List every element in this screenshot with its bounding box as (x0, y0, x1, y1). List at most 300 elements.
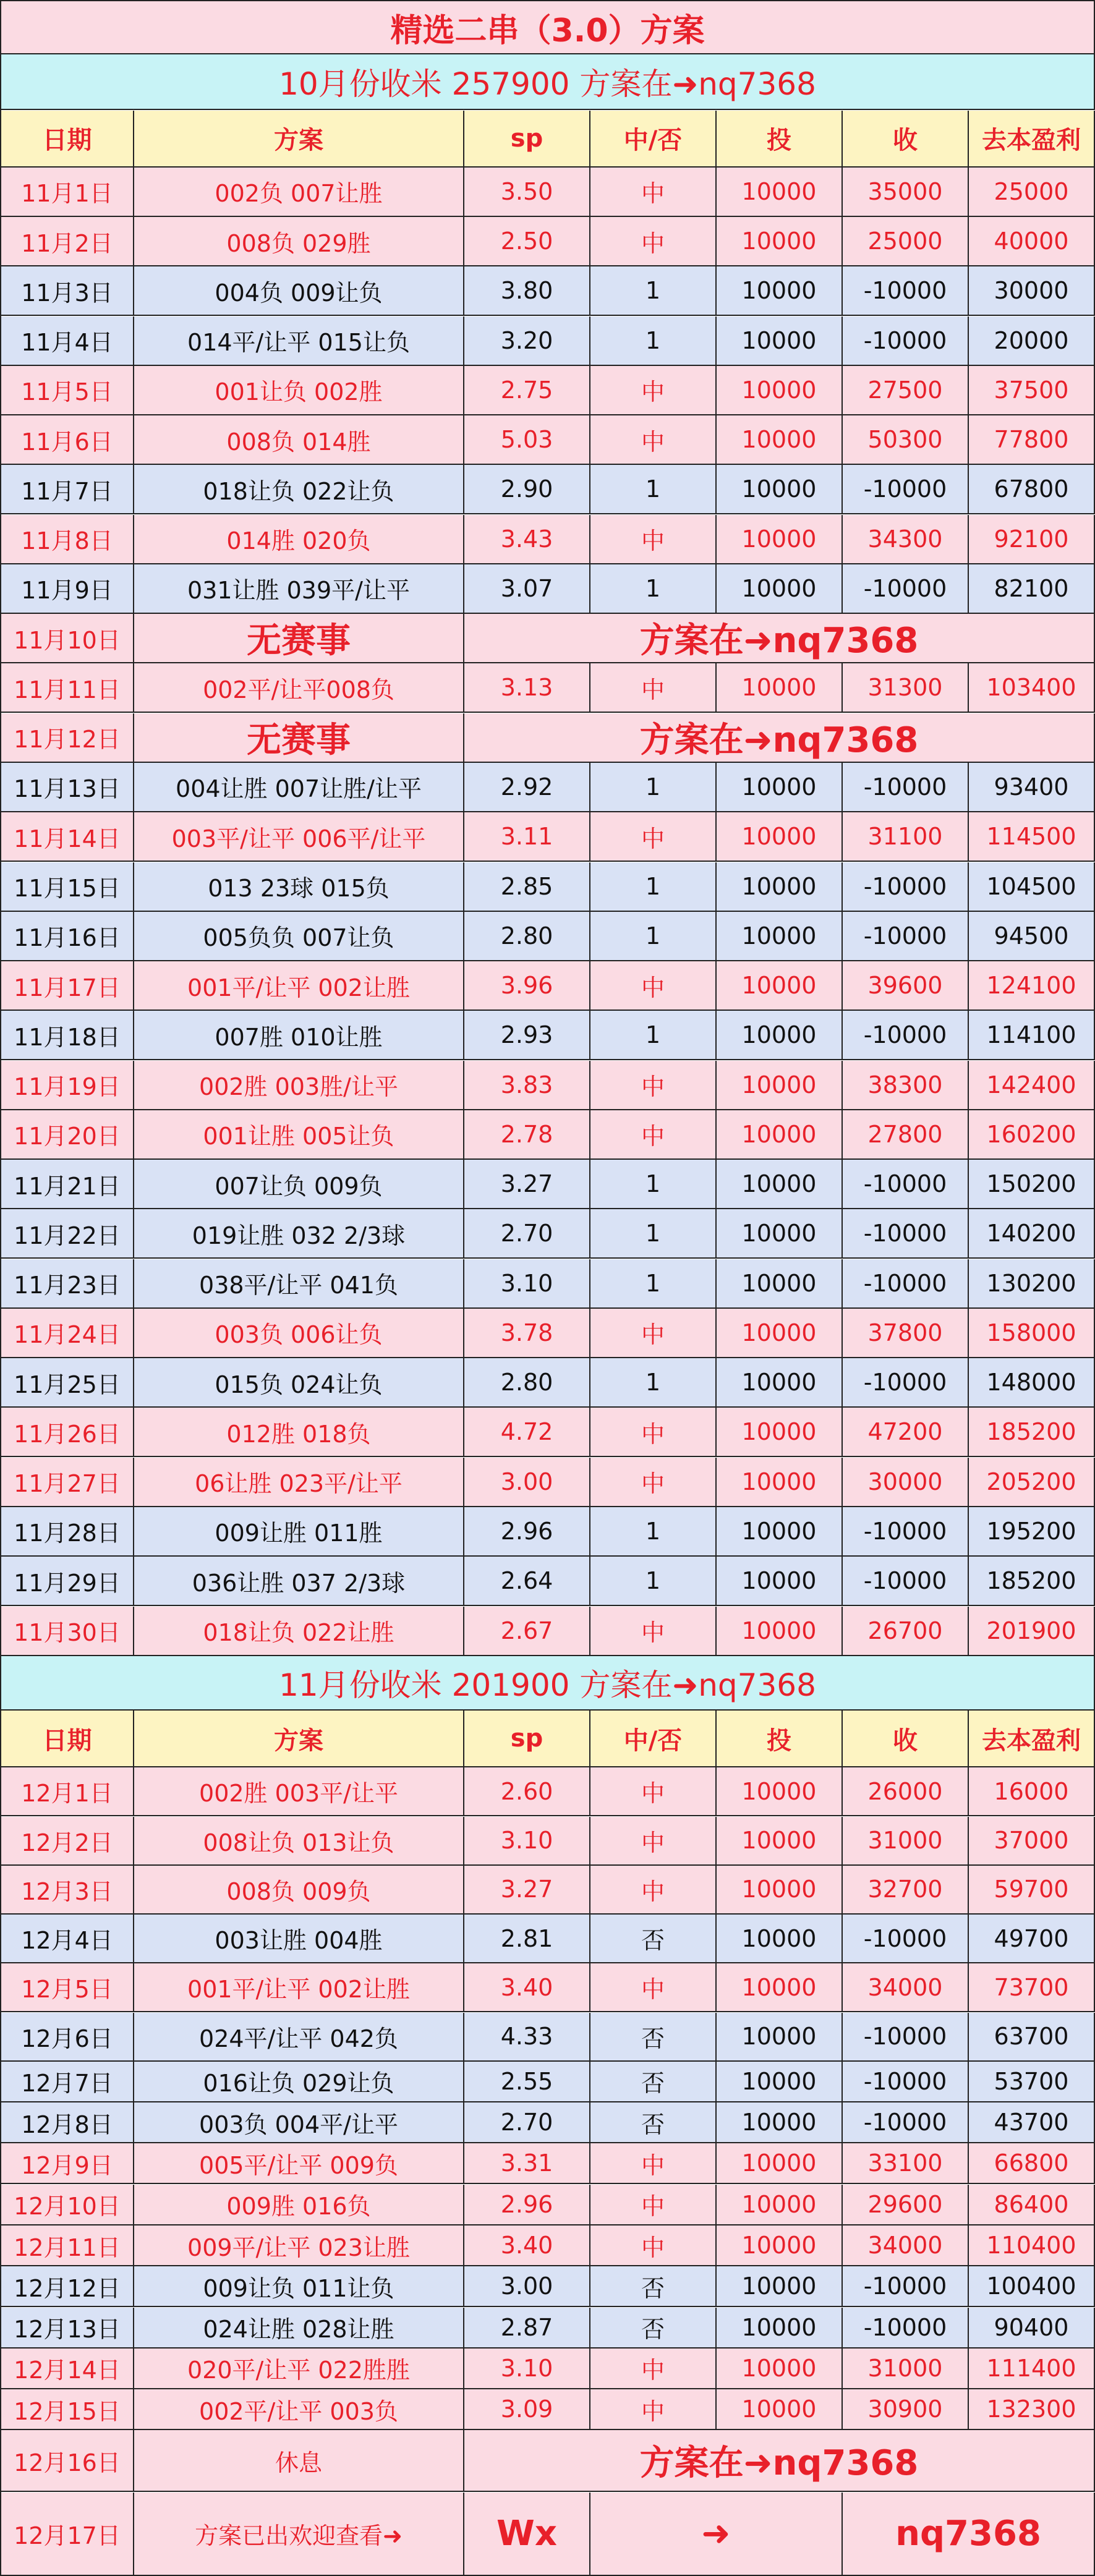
plan-cell: 036让胜 037 2/3球 (134, 1557, 464, 1606)
profit-cell: 103400 (969, 663, 1095, 713)
return-cell: 34000 (843, 2225, 969, 2266)
profit-cell: 158000 (969, 1309, 1095, 1358)
plan-banner: 方案在➜nq7368 (464, 2430, 1095, 2492)
plan-cell: 031让胜 039平/让平 (134, 564, 464, 614)
plan-cell: 007胜 010让胜 (134, 1011, 464, 1060)
return-cell: -10000 (843, 2102, 969, 2143)
bet-cell: 10000 (717, 1408, 843, 1457)
sp-cell: 3.27 (464, 1866, 590, 1915)
plan-cell: 013 23球 015负 (134, 862, 464, 912)
bet-cell: 10000 (717, 1358, 843, 1408)
date-cell: 11月20日 (1, 1110, 134, 1160)
sp-cell: 5.03 (464, 415, 590, 465)
sp-cell: 2.85 (464, 862, 590, 912)
bet-cell: 10000 (717, 2389, 843, 2430)
column-header: 日期 (1, 1711, 134, 1767)
sp-cell: 4.72 (464, 1408, 590, 1457)
sp-cell: 2.90 (464, 465, 590, 514)
date-cell: 11月13日 (1, 763, 134, 812)
plan-cell: 004让胜 007让胜/让平 (134, 763, 464, 812)
profit-cell: 49700 (969, 1915, 1095, 1963)
result-cell: 中 (590, 366, 717, 415)
plan-cell: 002胜 003平/让平 (134, 1767, 464, 1816)
return-cell: 50300 (843, 415, 969, 465)
bet-cell: 10000 (717, 812, 843, 862)
result-cell: 中 (590, 1817, 717, 1866)
return-cell: 38300 (843, 1061, 969, 1110)
profit-cell: 130200 (969, 1259, 1095, 1309)
date-cell: 11月26日 (1, 1408, 134, 1457)
sp-cell: 2.92 (464, 763, 590, 812)
return-cell: 26700 (843, 1607, 969, 1656)
date-cell: 11月25日 (1, 1358, 134, 1408)
result-cell: 1 (590, 1507, 717, 1557)
profit-cell: 150200 (969, 1160, 1095, 1209)
profit-cell: 114100 (969, 1011, 1095, 1060)
plan-cell: 012胜 018负 (134, 1408, 464, 1457)
profit-cell: 114500 (969, 812, 1095, 862)
column-header: 中/否 (590, 111, 717, 168)
profit-cell: 37000 (969, 1817, 1095, 1866)
column-header: 方案 (134, 111, 464, 168)
plan-cell: 018让负 022让胜 (134, 1607, 464, 1656)
plan-banner: 方案在➜nq7368 (464, 614, 1095, 663)
bet-cell: 10000 (717, 2349, 843, 2389)
sp-cell: 2.70 (464, 2102, 590, 2143)
profit-cell: 40000 (969, 217, 1095, 266)
date-cell: 12月5日 (1, 1963, 134, 2012)
return-cell: -10000 (843, 317, 969, 366)
return-cell: -10000 (843, 1011, 969, 1060)
column-header: 投 (717, 1711, 843, 1767)
bet-cell: 10000 (717, 168, 843, 217)
date-cell: 11月5日 (1, 366, 134, 415)
profit-cell: 77800 (969, 415, 1095, 465)
sp-cell: 2.80 (464, 1358, 590, 1408)
plan-cell: 002负 007让胜 (134, 168, 464, 217)
date-cell: 11月28日 (1, 1507, 134, 1557)
bet-cell: 10000 (717, 515, 843, 564)
date-cell: 11月1日 (1, 168, 134, 217)
bet-cell: 10000 (717, 415, 843, 465)
sp-cell: 3.09 (464, 2389, 590, 2430)
result-cell: 中 (590, 1110, 717, 1160)
bet-cell: 10000 (717, 1607, 843, 1656)
profit-cell: 30000 (969, 266, 1095, 316)
footer-text: 方案已出欢迎查看➜ (134, 2493, 464, 2576)
sp-cell: 2.75 (464, 366, 590, 415)
bet-cell: 10000 (717, 366, 843, 415)
bet-cell: 10000 (717, 1557, 843, 1606)
result-cell: 1 (590, 1011, 717, 1060)
sp-cell: 3.96 (464, 961, 590, 1011)
bet-cell: 10000 (717, 317, 843, 366)
plan-cell: 001让负 002胜 (134, 366, 464, 415)
sp-cell: 3.83 (464, 1061, 590, 1110)
plan-cell: 06让胜 023平/让平 (134, 1458, 464, 1507)
sp-cell: 3.50 (464, 168, 590, 217)
profit-cell: 124100 (969, 961, 1095, 1011)
date-cell: 12月12日 (1, 2266, 134, 2307)
date-cell: 12月15日 (1, 2389, 134, 2430)
profit-cell: 37500 (969, 366, 1095, 415)
profit-cell: 201900 (969, 1607, 1095, 1656)
profit-cell: 132300 (969, 2389, 1095, 2430)
profit-cell: 63700 (969, 2013, 1095, 2062)
result-cell: 1 (590, 1209, 717, 1259)
plan-cell: 009胜 016负 (134, 2185, 464, 2225)
bet-cell: 10000 (717, 912, 843, 961)
bet-cell: 10000 (717, 1011, 843, 1060)
return-cell: -10000 (843, 2266, 969, 2307)
result-cell: 否 (590, 2266, 717, 2307)
column-header: 方案 (134, 1711, 464, 1767)
sp-cell: 2.67 (464, 1607, 590, 1656)
plan-cell: 008负 009负 (134, 1866, 464, 1915)
column-header: 中/否 (590, 1711, 717, 1767)
plan-cell: 001平/让平 002让胜 (134, 1963, 464, 2012)
bet-cell: 10000 (717, 961, 843, 1011)
result-cell: 中 (590, 2225, 717, 2266)
date-cell: 11月2日 (1, 217, 134, 266)
date-cell: 12月4日 (1, 1915, 134, 1963)
return-cell: 39600 (843, 961, 969, 1011)
bet-cell: 10000 (717, 1458, 843, 1507)
plan-cell: 002平/让平008负 (134, 663, 464, 713)
profit-cell: 82100 (969, 564, 1095, 614)
bet-cell: 10000 (717, 465, 843, 514)
column-header: 投 (717, 111, 843, 168)
column-header: 去本盈利 (969, 111, 1095, 168)
profit-cell: 93400 (969, 763, 1095, 812)
date-cell: 11月22日 (1, 1209, 134, 1259)
sp-cell: 3.80 (464, 266, 590, 316)
return-cell: 31100 (843, 812, 969, 862)
bet-cell: 10000 (717, 2062, 843, 2102)
result-cell: 中 (590, 515, 717, 564)
sp-cell: 3.13 (464, 663, 590, 713)
bet-cell: 10000 (717, 2266, 843, 2307)
return-cell: 25000 (843, 217, 969, 266)
arrow-icon: ➜ (590, 2493, 843, 2576)
result-cell: 否 (590, 2013, 717, 2062)
footer-date: 12月17日 (1, 2493, 134, 2576)
bet-cell: 10000 (717, 1817, 843, 1866)
date-cell: 12月6日 (1, 2013, 134, 2062)
sp-cell: 2.87 (464, 2308, 590, 2349)
sp-cell: 2.60 (464, 1767, 590, 1816)
sp-cell: 2.81 (464, 1915, 590, 1963)
column-header: 日期 (1, 111, 134, 168)
date-cell: 12月9日 (1, 2143, 134, 2184)
profit-cell: 94500 (969, 912, 1095, 961)
page-title: 精选二串（3.0）方案 (1, 1, 1095, 54)
no-match-note: 无赛事 (134, 713, 464, 763)
sp-cell: 2.96 (464, 2185, 590, 2225)
column-header: 去本盈利 (969, 1711, 1095, 1767)
date-cell: 12月13日 (1, 2308, 134, 2349)
return-cell: -10000 (843, 465, 969, 514)
profit-cell: 160200 (969, 1110, 1095, 1160)
profit-cell: 59700 (969, 1866, 1095, 1915)
column-header: sp (464, 1711, 590, 1767)
return-cell: -10000 (843, 862, 969, 912)
plan-cell: 002平/让平 003负 (134, 2389, 464, 2430)
return-cell: -10000 (843, 1259, 969, 1309)
bet-cell: 10000 (717, 1110, 843, 1160)
plan-cell: 008让负 013让负 (134, 1817, 464, 1866)
date-cell: 11月24日 (1, 1309, 134, 1358)
sp-cell: 3.11 (464, 812, 590, 862)
bet-cell: 10000 (717, 2143, 843, 2184)
date-cell: 12月3日 (1, 1866, 134, 1915)
bet-cell: 10000 (717, 2013, 843, 2062)
return-cell: 31000 (843, 1817, 969, 1866)
plan-cell: 009让胜 011胜 (134, 1507, 464, 1557)
result-cell: 中 (590, 1767, 717, 1816)
result-cell: 中 (590, 2389, 717, 2430)
profit-cell: 43700 (969, 2102, 1095, 2143)
date-cell: 12月1日 (1, 1767, 134, 1816)
bet-cell: 10000 (717, 2225, 843, 2266)
column-header: sp (464, 111, 590, 168)
result-cell: 中 (590, 2143, 717, 2184)
return-cell: 31300 (843, 663, 969, 713)
result-cell: 中 (590, 1866, 717, 1915)
plan-cell: 024让胜 028让胜 (134, 2308, 464, 2349)
profit-cell: 185200 (969, 1557, 1095, 1606)
plan-cell: 020平/让平 022胜胜 (134, 2349, 464, 2389)
sp-cell: 3.07 (464, 564, 590, 614)
profit-cell: 205200 (969, 1458, 1095, 1507)
bet-cell: 10000 (717, 1209, 843, 1259)
result-cell: 1 (590, 266, 717, 316)
bet-cell: 10000 (717, 217, 843, 266)
profit-cell: 20000 (969, 317, 1095, 366)
plan-cell: 038平/让平 041负 (134, 1259, 464, 1309)
profit-cell: 185200 (969, 1408, 1095, 1457)
sp-cell: 2.55 (464, 2062, 590, 2102)
date-cell: 11月11日 (1, 663, 134, 713)
bet-cell: 10000 (717, 1507, 843, 1557)
plan-cell: 009让负 011让负 (134, 2266, 464, 2307)
profit-cell: 66800 (969, 2143, 1095, 2184)
result-cell: 1 (590, 763, 717, 812)
profit-cell: 148000 (969, 1358, 1095, 1408)
return-cell: -10000 (843, 1160, 969, 1209)
profit-cell: 90400 (969, 2308, 1095, 2349)
section-subtitle: 10月份收米 257900 方案在➜nq7368 (1, 54, 1095, 110)
plan-cell: 001让胜 005让负 (134, 1110, 464, 1160)
return-cell: 37800 (843, 1309, 969, 1358)
profit-cell: 86400 (969, 2185, 1095, 2225)
return-cell: -10000 (843, 1209, 969, 1259)
return-cell: -10000 (843, 2062, 969, 2102)
plan-cell: 005平/让平 009负 (134, 2143, 464, 2184)
return-cell: -10000 (843, 2308, 969, 2349)
profit-cell: 110400 (969, 2225, 1095, 2266)
section-subtitle: 11月份收米 201900 方案在➜nq7368 (1, 1656, 1095, 1711)
date-cell: 11月14日 (1, 812, 134, 862)
date-cell: 11月12日 (1, 713, 134, 763)
result-cell: 1 (590, 1557, 717, 1606)
sp-cell: 2.93 (464, 1011, 590, 1060)
profit-cell: 16000 (969, 1767, 1095, 1816)
plan-cell: 009平/让平 023让胜 (134, 2225, 464, 2266)
date-cell: 11月19日 (1, 1061, 134, 1110)
sp-cell: 3.00 (464, 2266, 590, 2307)
date-cell: 12月8日 (1, 2102, 134, 2143)
result-cell: 1 (590, 1160, 717, 1209)
result-cell: 1 (590, 1259, 717, 1309)
profit-cell: 92100 (969, 515, 1095, 564)
return-cell: -10000 (843, 1915, 969, 1963)
sp-cell: 3.00 (464, 1458, 590, 1507)
result-cell: 中 (590, 1061, 717, 1110)
profit-cell: 53700 (969, 2062, 1095, 2102)
sp-cell: 3.40 (464, 2225, 590, 2266)
return-cell: 47200 (843, 1408, 969, 1457)
plan-cell: 024平/让平 042负 (134, 2013, 464, 2062)
plan-cell: 018让负 022让负 (134, 465, 464, 514)
plan-cell: 007让负 009负 (134, 1160, 464, 1209)
result-cell: 中 (590, 2185, 717, 2225)
profit-cell: 73700 (969, 1963, 1095, 2012)
return-cell: -10000 (843, 266, 969, 316)
date-cell: 11月7日 (1, 465, 134, 514)
bet-cell: 10000 (717, 1963, 843, 2012)
result-cell: 1 (590, 564, 717, 614)
result-cell: 中 (590, 415, 717, 465)
date-cell: 11月10日 (1, 614, 134, 663)
sp-cell: 2.64 (464, 1557, 590, 1606)
bet-cell: 10000 (717, 564, 843, 614)
sp-cell: 3.31 (464, 2143, 590, 2184)
result-cell: 中 (590, 812, 717, 862)
plan-cell: 003让胜 004胜 (134, 1915, 464, 1963)
plan-cell: 002胜 003胜/让平 (134, 1061, 464, 1110)
result-cell: 中 (590, 217, 717, 266)
return-cell: -10000 (843, 1507, 969, 1557)
profit-cell: 25000 (969, 168, 1095, 217)
plan-cell: 008负 029胜 (134, 217, 464, 266)
date-cell: 11月23日 (1, 1259, 134, 1309)
date-cell: 11月30日 (1, 1607, 134, 1656)
result-cell: 中 (590, 961, 717, 1011)
result-cell: 1 (590, 912, 717, 961)
return-cell: 30000 (843, 1458, 969, 1507)
return-cell: 32700 (843, 1866, 969, 1915)
date-cell: 12月11日 (1, 2225, 134, 2266)
result-cell: 中 (590, 1309, 717, 1358)
return-cell: -10000 (843, 1358, 969, 1408)
wx-label: Wx (464, 2493, 590, 2576)
return-cell: -10000 (843, 2013, 969, 2062)
result-cell: 1 (590, 862, 717, 912)
column-header: 收 (843, 111, 969, 168)
sp-cell: 3.10 (464, 2349, 590, 2389)
plan-cell: 003平/让平 006平/让平 (134, 812, 464, 862)
return-cell: 27500 (843, 366, 969, 415)
bet-cell: 10000 (717, 1915, 843, 1963)
bet-cell: 10000 (717, 1767, 843, 1816)
date-cell: 11月17日 (1, 961, 134, 1011)
sp-cell: 3.40 (464, 1963, 590, 2012)
bet-cell: 10000 (717, 862, 843, 912)
bet-cell: 10000 (717, 1160, 843, 1209)
date-cell: 12月10日 (1, 2185, 134, 2225)
date-cell: 11月18日 (1, 1011, 134, 1060)
profit-cell: 111400 (969, 2349, 1095, 2389)
plan-cell: 001平/让平 002让胜 (134, 961, 464, 1011)
sp-cell: 3.10 (464, 1817, 590, 1866)
result-cell: 1 (590, 1358, 717, 1408)
sp-cell: 2.80 (464, 912, 590, 961)
date-cell: 11月27日 (1, 1458, 134, 1507)
no-match-note: 无赛事 (134, 614, 464, 663)
result-cell: 中 (590, 168, 717, 217)
result-cell: 否 (590, 1915, 717, 1963)
plan-cell: 005负负 007让负 (134, 912, 464, 961)
date-cell: 11月15日 (1, 862, 134, 912)
date-cell: 11月29日 (1, 1557, 134, 1606)
plan-cell: 016让负 029让负 (134, 2062, 464, 2102)
date-cell: 11月16日 (1, 912, 134, 961)
return-cell: -10000 (843, 912, 969, 961)
bet-cell: 10000 (717, 2185, 843, 2225)
date-cell: 11月6日 (1, 415, 134, 465)
result-cell: 否 (590, 2102, 717, 2143)
sp-cell: 3.20 (464, 317, 590, 366)
plan-banner: 方案在➜nq7368 (464, 713, 1095, 763)
profit-cell: 142400 (969, 1061, 1095, 1110)
bet-cell: 10000 (717, 2102, 843, 2143)
return-cell: 30900 (843, 2389, 969, 2430)
bet-cell: 10000 (717, 763, 843, 812)
result-cell: 中 (590, 1963, 717, 2012)
date-cell: 11月4日 (1, 317, 134, 366)
bet-cell: 10000 (717, 1259, 843, 1309)
sp-cell: 3.27 (464, 1160, 590, 1209)
column-header: 收 (843, 1711, 969, 1767)
return-cell: -10000 (843, 763, 969, 812)
profit-cell: 100400 (969, 2266, 1095, 2307)
bet-cell: 10000 (717, 266, 843, 316)
date-cell: 11月9日 (1, 564, 134, 614)
return-cell: -10000 (843, 564, 969, 614)
date-cell: 12月14日 (1, 2349, 134, 2389)
plan-cell: 003负 004平/让平 (134, 2102, 464, 2143)
date-cell: 11月8日 (1, 515, 134, 564)
bet-cell: 10000 (717, 663, 843, 713)
date-cell: 11月3日 (1, 266, 134, 316)
sp-cell: 3.43 (464, 515, 590, 564)
return-cell: -10000 (843, 1557, 969, 1606)
profit-cell: 140200 (969, 1209, 1095, 1259)
result-cell: 否 (590, 2308, 717, 2349)
date-cell: 12月2日 (1, 1817, 134, 1866)
return-cell: 33100 (843, 2143, 969, 2184)
plan-cell: 004负 009让负 (134, 266, 464, 316)
return-cell: 29600 (843, 2185, 969, 2225)
return-cell: 34000 (843, 1963, 969, 2012)
result-cell: 中 (590, 2349, 717, 2389)
bet-cell: 10000 (717, 2308, 843, 2349)
sp-cell: 4.33 (464, 2013, 590, 2062)
profit-cell: 104500 (969, 862, 1095, 912)
plan-cell: 003负 006让负 (134, 1309, 464, 1358)
plan-cell: 019让胜 032 2/3球 (134, 1209, 464, 1259)
